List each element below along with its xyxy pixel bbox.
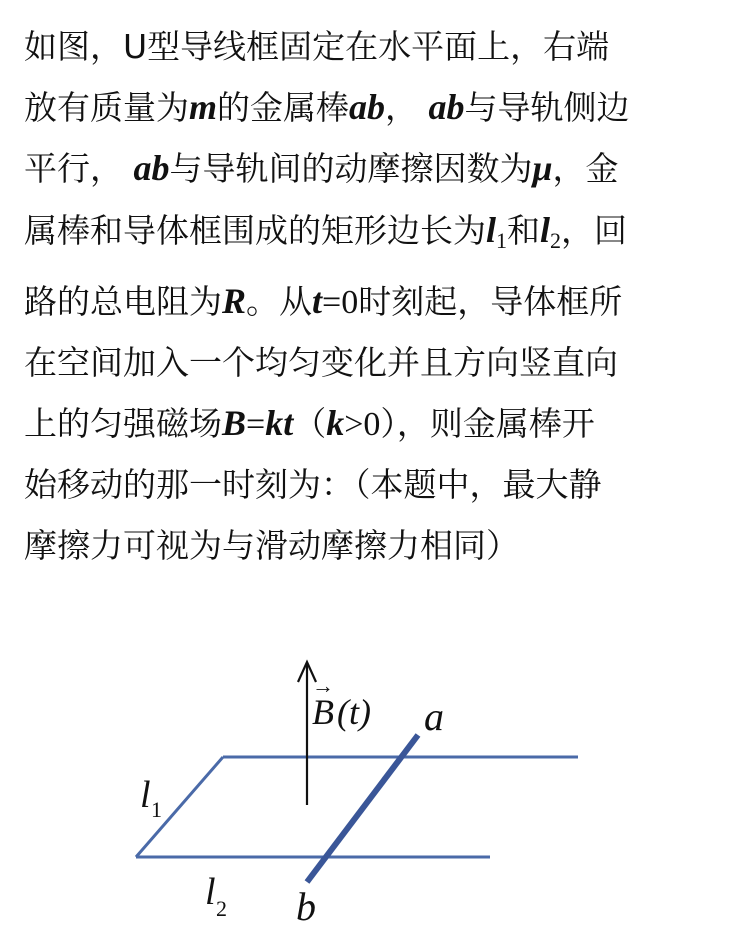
math-variable: B xyxy=(222,403,247,444)
text-run: 放有质量为 xyxy=(24,88,189,128)
side-label-l1: l xyxy=(140,774,151,816)
math-subscript: 1 xyxy=(496,227,508,253)
text-run: 如图，U型导线框固定在水平面上，右端 xyxy=(24,27,610,66)
math-variable: R xyxy=(222,280,247,321)
problem-statement xyxy=(24,17,714,576)
text-run: 平行， xyxy=(24,149,134,189)
math-subscript: 2 xyxy=(550,227,562,253)
field-label: B xyxy=(312,692,334,732)
field-vector-mark: → xyxy=(312,673,334,698)
text-run: 时刻起，导体框所 xyxy=(358,281,623,321)
math-variable: k xyxy=(326,403,345,444)
problem-line xyxy=(24,271,714,333)
problem-line xyxy=(24,17,714,77)
text-run: ，金 xyxy=(552,149,619,189)
problem-line xyxy=(24,393,714,455)
side-label-l1-sub: 1 xyxy=(151,797,162,822)
math-symbol: = xyxy=(246,406,266,444)
math-symbol: =0 xyxy=(322,283,359,321)
problem-line xyxy=(24,138,714,199)
text-run: 在空间加入一个均匀变化并且方向竖直向 xyxy=(24,343,618,383)
problem-line xyxy=(24,200,714,271)
side-label-l2-sub: 2 xyxy=(216,896,227,921)
text-run: 摩擦力可视为与滑动摩擦力相同） xyxy=(24,525,519,565)
text-run: ， xyxy=(385,88,429,128)
text-run: 始移动的那一时刻为：（本题中，最大静 xyxy=(24,465,602,505)
side-label-l2: l xyxy=(205,871,216,913)
math-variable: l xyxy=(486,209,497,250)
math-variable: t xyxy=(312,280,323,321)
problem-line xyxy=(24,333,714,393)
rod-label-a: a xyxy=(424,694,444,739)
text-run: ），则金属棒开 xyxy=(380,404,595,444)
text-run: 和 xyxy=(507,210,541,250)
text-run: 与导轨间的动摩擦因数为 xyxy=(169,149,533,189)
math-variable: m xyxy=(189,87,218,128)
text-run: 。从 xyxy=(246,281,313,321)
math-variable: l xyxy=(540,209,551,250)
text-run: 与导轨侧边 xyxy=(464,88,630,128)
math-variable: μ xyxy=(532,148,553,189)
problem-line xyxy=(24,77,714,138)
text-run: 的金属棒 xyxy=(217,88,350,128)
text-run: 上的匀强磁场 xyxy=(24,404,222,444)
rod-label-b: b xyxy=(296,884,316,929)
math-variable: ab xyxy=(428,87,465,128)
field-argument: (t) xyxy=(337,692,371,732)
u-frame-rails xyxy=(136,757,578,857)
circuit-figure xyxy=(0,640,732,929)
problem-line xyxy=(24,455,714,515)
math-variable: ab xyxy=(133,148,170,189)
math-variable: ab xyxy=(349,87,386,128)
text-run: 属棒和导体框围成的矩形边长为 xyxy=(24,210,486,250)
text-run: （ xyxy=(293,404,327,444)
problem-line xyxy=(24,516,714,576)
math-variable: kt xyxy=(265,403,294,444)
text-run: ，回 xyxy=(561,210,628,250)
text-run: 路的总电阻为 xyxy=(24,281,222,321)
math-symbol: >0 xyxy=(344,406,381,444)
